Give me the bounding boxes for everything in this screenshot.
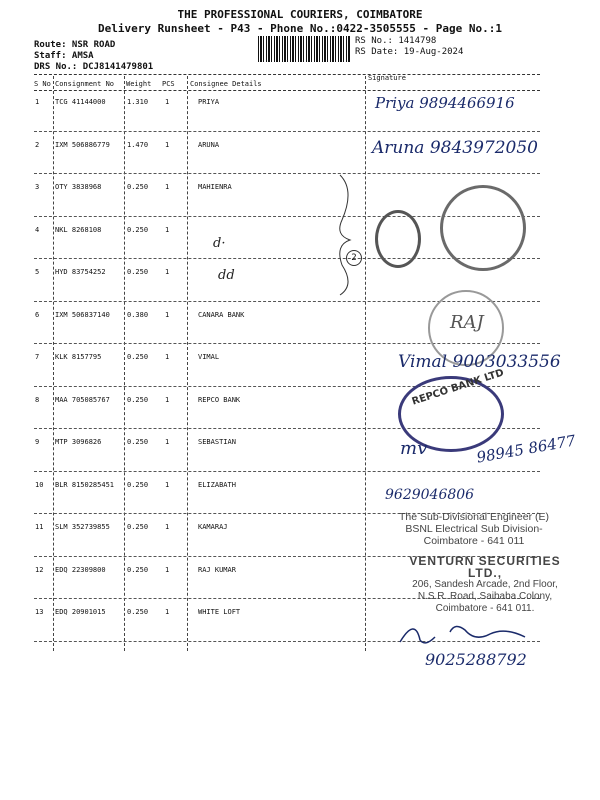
row-consignment: IXM 506837140 — [55, 310, 110, 319]
row-weight: 0.250 — [127, 438, 149, 446]
row-weight: 0.250 — [127, 395, 149, 404]
row-pcs: 1 — [165, 438, 170, 446]
round-stamp-small — [375, 210, 421, 268]
col-separator — [53, 76, 54, 651]
row-pcs: 1 — [165, 183, 170, 191]
row-weight: 0.250 — [127, 268, 149, 276]
row-consignment: BLR 8150285451 — [55, 480, 115, 489]
row-sno: 7 — [35, 353, 40, 361]
row-consignee: CANARA BANK — [198, 310, 245, 319]
row-sno: 8 — [35, 395, 40, 404]
row-pcs: 1 — [165, 353, 170, 361]
row-sno: 11 — [35, 523, 44, 531]
runsheet-title: Delivery Runsheet - P43 - Phone No.:0422-3505555 - Page No.:1 — [98, 22, 502, 35]
bsnl-stamp-line1: The Sub-Divisional Engineer (E) — [399, 511, 549, 523]
signature-vimal: Vimal 9003033556 — [398, 352, 561, 372]
row-consignee: ARUNA — [198, 140, 220, 149]
row-weight: 0.250 — [127, 480, 149, 489]
row-weight: 1.470 — [127, 140, 149, 149]
signature-phone-bottom: 9025288792 — [425, 650, 527, 669]
row-pcs: 1 — [165, 268, 170, 276]
repco-stamp-text: REPCO BANK LTD — [410, 367, 506, 408]
venturn-stamp-name: VENTURN SECURITIES LTD., — [409, 554, 561, 580]
bsnl-stamp-line2: BSNL Electrical Sub Division- — [405, 523, 543, 535]
signature-elizabath: 9629046806 — [385, 487, 475, 503]
row-consignment: SLM 352739855 — [55, 523, 110, 531]
row-sno: 12 — [35, 565, 44, 574]
col-pcs: PCS — [162, 80, 175, 88]
row-consignee: RAJ KUMAR — [198, 565, 236, 574]
row-pcs: 1 — [165, 310, 170, 319]
header-divider — [34, 74, 540, 75]
venturn-stamp-line4: Coimbatore - 641 011. — [435, 603, 535, 614]
row-pcs: 1 — [165, 225, 170, 234]
row-divider — [34, 471, 540, 472]
venturn-stamp-line3: N.S.R. Road, Saibaba Colony, — [417, 591, 553, 602]
row-weight: 0.250 — [127, 183, 149, 191]
row-pcs: 1 — [165, 523, 170, 531]
row-consignment: TCG 41144000 — [55, 98, 106, 106]
row-pcs: 1 — [165, 565, 170, 574]
row-weight: 0.250 — [127, 565, 149, 574]
barcode — [258, 36, 350, 62]
row-weight: 0.380 — [127, 310, 149, 319]
col-signature: Signature — [368, 74, 406, 82]
venturn-stamp-line2: 206, Sandesh Arcade, 2nd Floor, — [412, 579, 558, 590]
row-sno: 3 — [35, 183, 40, 191]
row-consignee: REPCO BANK — [198, 395, 241, 404]
row-pcs: 1 — [165, 608, 170, 616]
row-consignment: IXM 506886779 — [55, 140, 110, 149]
col-separator — [124, 76, 125, 651]
row-consignment: EDQ 20901015 — [55, 608, 106, 616]
row-weight: 0.250 — [127, 225, 149, 234]
signature-raj: RAJ — [450, 312, 484, 333]
row-sno: 13 — [35, 608, 44, 616]
row-weight: 0.250 — [127, 523, 149, 531]
drs-label: DRS No.: DCJ8141479801 — [34, 62, 154, 72]
signature-sebastian: mv — [400, 438, 428, 459]
col-sno: S No — [34, 80, 51, 88]
initial-mark-row5: dd — [218, 268, 235, 283]
row-sno: 2 — [35, 140, 40, 149]
row-sno: 1 — [35, 98, 40, 106]
staff-label: Staff: AMSA — [34, 51, 94, 61]
rs-date: RS Date: 19-Aug-2024 — [355, 47, 464, 57]
row-pcs: 1 — [165, 98, 170, 106]
row-weight: 1.310 — [127, 98, 149, 106]
row-consignment: MTP 3096826 — [55, 438, 102, 446]
col-separator — [187, 76, 188, 651]
row-sno: 10 — [35, 480, 44, 489]
column-divider — [34, 90, 540, 91]
signature-aruna: Aruna 9843972050 — [372, 138, 538, 158]
row-divider — [34, 131, 540, 132]
row-consignment: OTY 3838968 — [55, 183, 102, 191]
row-consignment: NKL 8268108 — [55, 225, 102, 234]
venturn-stamp — [405, 555, 565, 615]
row-consignee: MAHIENRA — [198, 183, 232, 191]
row-consignee: WHITE LOFT — [198, 608, 241, 616]
signature-white-loft — [395, 612, 535, 652]
bsnl-stamp-line3: Coimbatore - 641 011 — [423, 535, 525, 547]
rs-number: RS No.: 1414798 — [355, 36, 437, 46]
row-consignment: EDQ 22309800 — [55, 565, 106, 574]
circle-mark: 2 — [346, 250, 362, 266]
row-pcs: 1 — [165, 395, 170, 404]
round-stamp — [440, 185, 526, 271]
row-divider — [34, 173, 540, 174]
bracket-mark — [330, 170, 360, 300]
row-consignee: PRIYA — [198, 98, 220, 106]
col-consignment: Consignment No — [55, 80, 115, 88]
row-pcs: 1 — [165, 480, 170, 489]
row-weight: 0.250 — [127, 608, 149, 616]
row-consignment: HYD 83754252 — [55, 268, 106, 276]
row-sno: 6 — [35, 310, 40, 319]
row-consignee: ELIZABATH — [198, 480, 236, 489]
row-sno: 5 — [35, 268, 40, 276]
row-consignee: SEBASTIAN — [198, 438, 236, 446]
signature-sebastian-phone: 98945 86477 — [475, 431, 578, 467]
initial-mark-row4: d· — [213, 236, 226, 251]
signature-priya: Priya 9894466916 — [375, 94, 515, 112]
row-consignment: KLK 8157795 — [55, 353, 102, 361]
row-pcs: 1 — [165, 140, 170, 149]
row-weight: 0.250 — [127, 353, 149, 361]
row-consignee: VIMAL — [198, 353, 220, 361]
bsnl-stamp — [390, 511, 558, 547]
row-consignee: KAMARAJ — [198, 523, 228, 531]
col-consignee: Consignee Details — [190, 80, 262, 88]
col-weight: Weight — [126, 80, 152, 88]
company-title: THE PROFESSIONAL COURIERS, COIMBATORE — [177, 8, 423, 21]
col-separator — [365, 76, 366, 651]
route-label: Route: NSR ROAD — [34, 40, 116, 50]
row-consignment: MAA 705085767 — [55, 395, 110, 404]
row-sno: 4 — [35, 225, 40, 234]
row-sno: 9 — [35, 438, 40, 446]
